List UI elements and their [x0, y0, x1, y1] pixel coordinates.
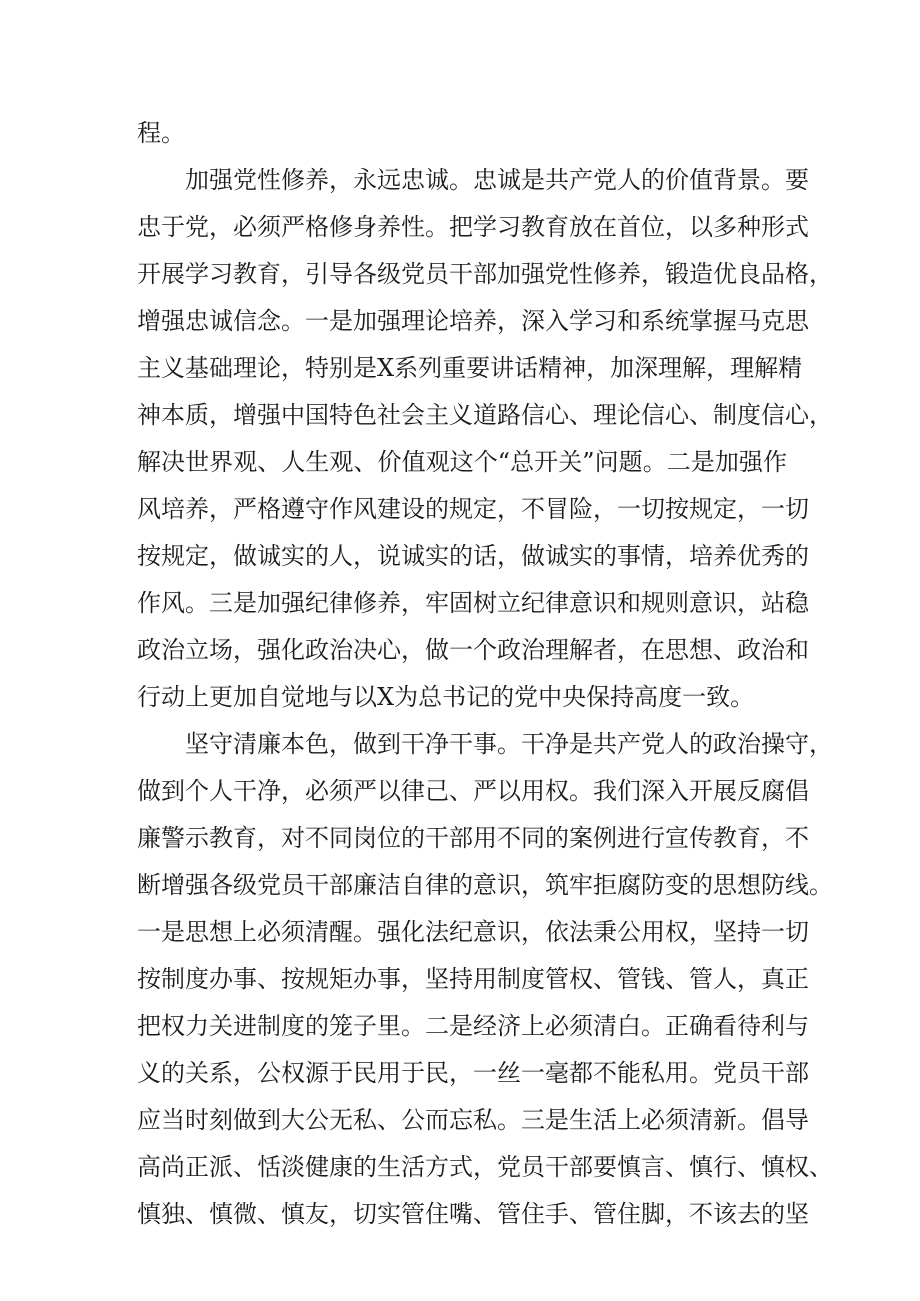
text-line: 政治立场，强化政治决心，做一个政治理解者，在思想、政治和: [137, 636, 809, 664]
text-line: 风培养，严格遵守作风建设的规定，不冒险，一切按规定，一切: [137, 495, 809, 523]
text-line: 加强党性修养，永远忠诚。忠诚是共产党人的价值背景。要: [185, 166, 809, 194]
text-line: 慎独、慎微、慎友，切实管住嘴、管住手、管住脚，不该去的坚: [137, 1200, 809, 1228]
text-line: 高尚正派、恬淡健康的生活方式，党员干部要慎言、慎行、慎权、: [137, 1153, 833, 1181]
text-line: 按制度办事、按规矩办事，坚持用制度管权、管钱、管人，真正: [137, 965, 809, 993]
text-line: 做到个人干净，必须严以律己、严以用权。我们深入开展反腐倡: [137, 777, 809, 805]
document-body: [137, 110, 833, 1238]
text-line: 义的关系，公权源于民用于民，一丝一毫都不能私用。党员干部: [137, 1059, 809, 1087]
text-line: 开展学习教育，引导各级党员干部加强党性修养，锻造优良品格，: [137, 260, 833, 288]
text-line: 增强忠诚信念。一是加强理论培养，深入学习和系统掌握马克思: [137, 307, 809, 335]
text-line: 神本质，增强中国特色社会主义道路信心、理论信心、制度信心，: [137, 401, 833, 429]
text-line: 忠于党，必须严格修身养性。把学习教育放在首位，以多种形式: [137, 213, 809, 241]
text-line: 廉警示教育，对不同岗位的干部用不同的案例进行宣传教育，不: [137, 824, 809, 852]
text-line: 按规定，做诚实的人，说诚实的话，做诚实的事情，培养优秀的: [137, 542, 809, 570]
text-line: 应当时刻做到大公无私、公而忘私。三是生活上必须清新。倡导: [137, 1106, 809, 1134]
text-line: 坚守清廉本色，做到干净干事。干净是共产党人的政治操守，: [185, 730, 833, 758]
text-line: 行动上更加自觉地与以X为总书记的党中央保持高度一致。: [137, 683, 755, 711]
text-line: 断增强各级党员干部廉洁自律的意识，筑牢拒腐防变的思想防线。: [137, 871, 833, 899]
text-line: 一是思想上必须清醒。强化法纪意识，依法秉公用权，坚持一切: [137, 918, 809, 946]
text-line: 解决世界观、人生观、价值观这个“总开关”问题。二是加强作: [137, 448, 787, 476]
text-line: 程。: [137, 119, 185, 147]
text-line: 主义基础理论，特别是X系列重要讲话精神，加深理解，理解精: [137, 354, 803, 382]
text-line: 把权力关进制度的笼子里。二是经济上必须清白。正确看待利与: [137, 1012, 809, 1040]
text-line: 作风。三是加强纪律修养，牢固树立纪律意识和规则意识，站稳: [137, 589, 809, 617]
